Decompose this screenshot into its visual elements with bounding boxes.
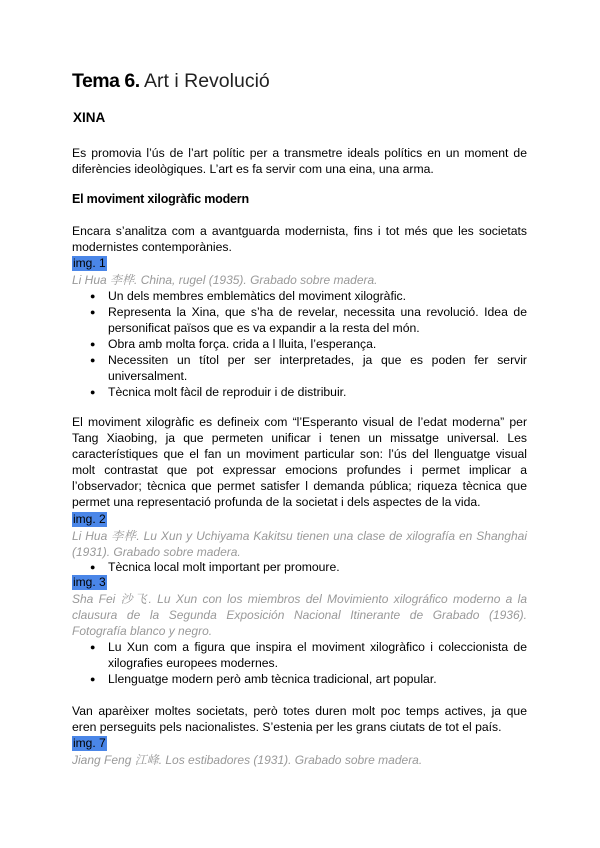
list-item: ● Un dels membres emblemàtics del moviment xilogràfic. [72,288,527,304]
intro-paragraph: Es promovia l’ús de l’art polític per a transmetre ideals polítics en un moment de diferències ideològiques. L’art es fa servir com una eina, una arma. [72,146,527,176]
img1-bullet-list [72,288,527,400]
img3-bullet-list [72,639,527,687]
list-item: ● Llenguatge modern però amb tècnica tradicional, art popular. [72,671,527,687]
list-item: ● Tècnica local molt important per promoure. [72,559,527,575]
list-item: ● Lu Xun com a figura que inspira el moviment xilogràfico i coleccionista de xilografies europees modernes. [72,639,527,671]
img2-bullet-list [72,559,527,575]
paragraph-2: El moviment xilogràfic es defineix com “l’Esperanto visual de l’edat moderna” per Tang Xiaobing, ja que permeten unificar i tenen un missatge universal. Les característiques que el fan un moviment particular son: l’ús del llenguatge visual molt contrastat que pot expressar emocions profundes i permet implicar a l’observador; tècnica que permet satisfer l demanda pública; riqueza tècnica que permet una representació profunda de la societat i dels aspectes de la vida. [72,415,527,509]
title-rest: Art i Revolució [144,70,270,92]
img7-caption: Jiang Feng 江峰. Los estibadores (1931). Grabado sobre madera. [72,753,423,767]
img1-caption: Li Hua 李桦. China, rugel (1935). Grabado sobre madera. [72,273,378,287]
list-item: ● Obra amb molta força. crida a l lluita, l’esperança. [72,336,527,352]
subsection-heading: El moviment xilogràfic modern [72,192,249,206]
img1-tag: img. 1 [73,256,106,270]
list-item: ● Representa la Xina, que s’ha de revelar, necessita una revolució. Idea de personificat països que es va expandir a la resta del món. [72,304,527,336]
img3-caption: Sha Fei 沙飞. Lu Xun con los miembros del Movimiento xilográfico moderno a la clausura de la Segunda Exposición Nacional Itinerante de Grabado (1936). Fotografía blanco y negro. [72,592,527,638]
img2-caption: Li Hua 李桦. Lu Xun y Uchiyama Kakitsu tienen una clase de xilografía en Shanghai (1931). Grabado sobre madera. [72,529,527,559]
paragraph-1: Encara s’analitza com a avantguarda modernista, fins i tot més que les societats modernistes contemporànies. [72,224,527,254]
list-item: ● Tècnica molt fàcil de reproduir i de distribuir. [72,384,527,400]
section-heading: XINA [73,110,106,125]
title-bold: Tema 6. [72,70,140,92]
paragraph-3: Van aparèixer moltes societats, però totes duren molt poc temps actives, ja que eren perseguits pels nacionalistes. S’estenia per les grans ciutats de tot el país. [72,704,527,734]
list-item: ● Necessiten un títol per ser interpretades, ja que es poden fer servir universalment. [72,352,527,384]
img2-tag: img. 2 [73,512,106,526]
img3-tag: img. 3 [73,575,106,589]
page-title [72,70,270,93]
img7-tag: img. 7 [73,736,106,750]
